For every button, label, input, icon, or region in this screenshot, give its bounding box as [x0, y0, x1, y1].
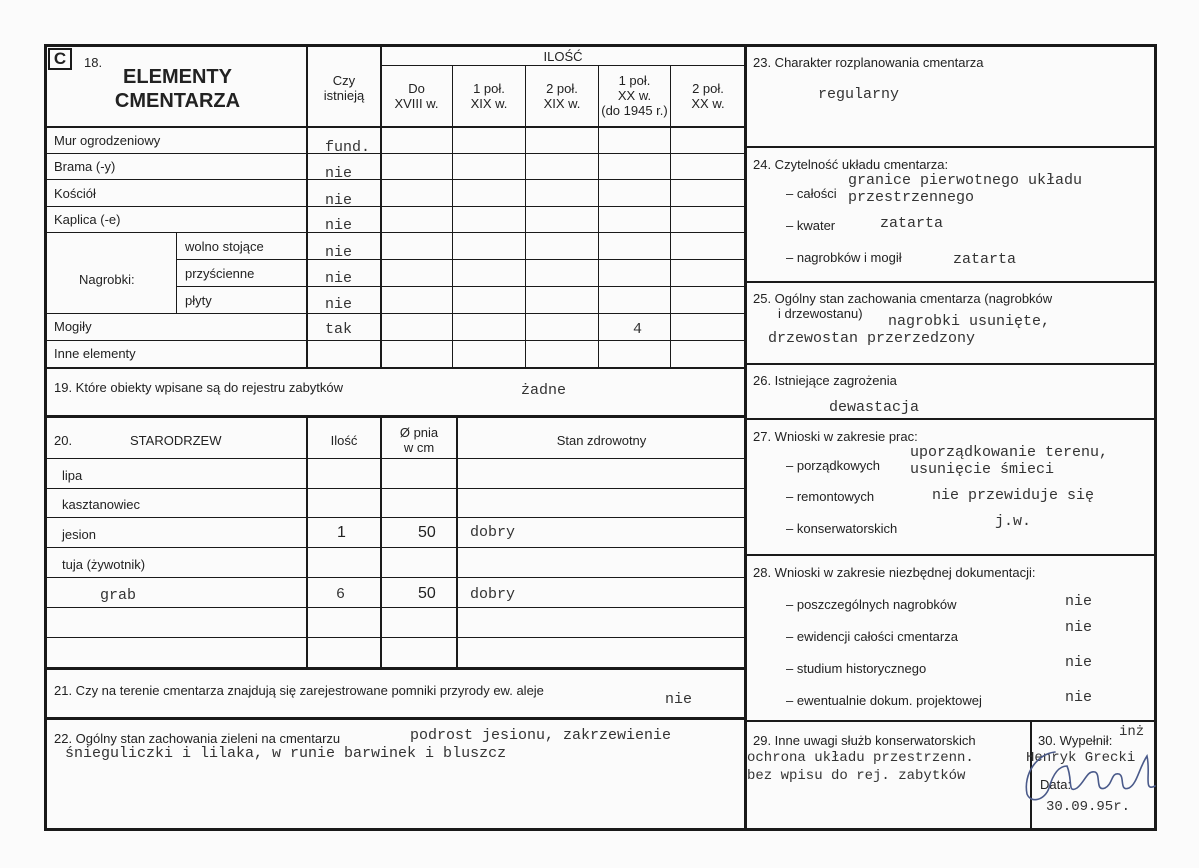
row-label: Mogiły — [54, 319, 92, 334]
tree-health: dobry — [470, 586, 516, 603]
question-label: 23. Charakter rozplanowania cmentarza — [753, 55, 984, 70]
row-label: Brama (-y) — [54, 159, 116, 174]
typed-value: żadne — [521, 382, 567, 399]
tree-name: kasztanowiec — [62, 497, 141, 512]
divider — [46, 667, 745, 670]
typed-value: drzewostan przerzedzony — [768, 330, 976, 347]
period-header: 2 poł. XX w. — [691, 81, 725, 111]
row-label: Nagrobki: — [79, 272, 135, 287]
typed-value: nagrobki usunięte, — [888, 313, 1051, 330]
typed-value: j.w. — [995, 513, 1032, 530]
row-label: Mur ogrodzeniowy — [54, 133, 161, 148]
tree-diameter: 50 — [418, 585, 436, 602]
section-title: CMENTARZA — [114, 90, 241, 112]
period-header: 1 poł. XX w. (do 1945 r.) — [601, 73, 668, 118]
row-label: płyty — [185, 293, 212, 308]
typed-value: nie — [1065, 654, 1093, 671]
column-header: Ilość — [330, 433, 358, 448]
divider — [747, 281, 1157, 283]
section-title: ELEMENTY — [123, 66, 232, 88]
question-label: 29. Inne uwagi służb konserwatorskich — [753, 733, 976, 748]
sub-label: – nagrobków i mogił — [786, 250, 902, 265]
typed-value: bez wpisu do rej. zabytków — [747, 768, 966, 784]
row-label: wolno stojące — [185, 239, 264, 254]
typed-value: zatarta — [953, 251, 1017, 268]
typed-value: usunięcie śmieci — [910, 461, 1055, 478]
column-header-exists: istnieją — [323, 88, 365, 103]
column-header-exists: Czy — [332, 73, 356, 88]
tree-name: tuja (żywotnik) — [62, 557, 146, 572]
divider — [46, 126, 745, 128]
divider — [176, 286, 745, 287]
tree-count: 6 — [336, 586, 346, 603]
filled-by-name: Henryk Grecki — [1026, 750, 1136, 766]
typed-value: śnieguliczki i lilaka, w runie barwinek i bluszcz — [65, 745, 507, 762]
question-label: 30. Wypełnił: — [1038, 733, 1113, 748]
divider — [747, 363, 1157, 365]
typed-value: ochrona układu przestrzenn. — [747, 750, 974, 766]
question-label: 26. Istniejące zagrożenia — [753, 373, 897, 388]
tree-name: grab — [100, 587, 137, 604]
typed-value: nie — [325, 217, 353, 234]
tree-count: 1 — [337, 524, 346, 541]
question-label: 27. Wnioski w zakresie prac: — [753, 429, 918, 444]
divider — [176, 232, 177, 313]
date-label: Data: — [1040, 777, 1072, 792]
sub-label: – ewentualnie dokum. projektowej — [786, 693, 982, 708]
divider — [46, 517, 745, 518]
tree-name: jesion — [62, 527, 96, 542]
divider — [46, 637, 745, 638]
divider — [747, 720, 1157, 722]
sub-label: – remontowych — [786, 489, 875, 504]
section-number: 20. — [54, 433, 73, 448]
divider — [46, 367, 745, 369]
divider — [46, 179, 745, 180]
typed-value: nie — [325, 296, 353, 313]
row-label: przyścienne — [185, 266, 255, 281]
typed-value: inż — [1119, 724, 1145, 740]
divider — [46, 153, 745, 154]
divider — [747, 146, 1157, 148]
typed-value: uporządkowanie terenu, — [910, 444, 1109, 461]
typed-value: regularny — [818, 86, 900, 103]
divider — [176, 259, 745, 260]
divider — [456, 418, 458, 668]
section-letter: C — [48, 48, 72, 70]
divider — [46, 232, 745, 233]
divider — [381, 65, 745, 66]
divider — [380, 418, 382, 668]
column-header: Stan zdrowotny — [556, 433, 647, 448]
typed-value: fund. — [325, 139, 371, 156]
question-label: 28. Wnioski w zakresie niezbędnej dokumentacji: — [753, 565, 1036, 580]
typed-value: nie — [325, 165, 353, 182]
sub-label: – studium historycznego — [786, 661, 927, 676]
row-label: Inne elementy — [54, 346, 136, 361]
question-label: 19. Które obiekty wpisane są do rejestru zabytków — [54, 380, 344, 395]
divider — [46, 488, 745, 489]
period-header: 1 poł. XIX w. — [470, 81, 508, 111]
tree-name: lipa — [62, 468, 83, 483]
typed-value: nie — [1065, 619, 1093, 636]
question-label: 21. Czy na terenie cmentarza znajdują się zarejestrowane pomniki przyrody ew. aleje — [54, 683, 544, 698]
typed-value: przestrzennego — [848, 189, 975, 206]
tree-diameter: 50 — [418, 524, 436, 541]
sub-label: – ewidencji całości cmentarza — [786, 629, 958, 644]
divider — [747, 418, 1157, 420]
typed-value: nie — [325, 270, 353, 287]
typed-value: nie — [1065, 689, 1093, 706]
question-label: 25. Ogólny stan zachowania cmentarza (nagrobków — [753, 291, 1053, 306]
section-title: STARODRZEW — [130, 433, 222, 448]
typed-value: nie — [1065, 593, 1093, 610]
question-label: 24. Czytelność układu cmentarza: — [753, 157, 949, 172]
section-number: 18. — [84, 55, 103, 70]
divider — [46, 607, 745, 608]
divider — [46, 313, 745, 314]
typed-value: nie przewiduje się — [932, 487, 1095, 504]
typed-value: zatarta — [880, 215, 944, 232]
column-header-quantity: ILOŚĆ — [543, 49, 583, 64]
row-label: Kościół — [54, 186, 96, 201]
divider — [46, 415, 745, 418]
sub-label: – konserwatorskich — [786, 521, 898, 536]
signature — [1015, 744, 1165, 812]
column-header: Ø pnia w cm — [399, 425, 439, 455]
question-label: i drzewostanu) — [778, 306, 863, 321]
divider — [46, 577, 745, 578]
date-value: 30.09.95r. — [1046, 799, 1131, 815]
period-header: 2 poł. XIX w. — [543, 81, 581, 111]
sub-label: – poszczególnych nagrobków — [786, 597, 957, 612]
divider — [46, 206, 745, 207]
sub-label: – porządkowych — [786, 458, 880, 473]
divider — [747, 554, 1157, 556]
typed-value: nie — [325, 244, 353, 261]
sub-label: – kwater — [786, 218, 836, 233]
divider — [46, 717, 745, 720]
question-label: 22. Ogólny stan zachowania zieleni na cmentarzu — [54, 731, 341, 746]
tree-health: dobry — [470, 524, 516, 541]
typed-value: nie — [325, 192, 353, 209]
typed-value: 4 — [633, 321, 643, 338]
typed-value: dewastacja — [829, 399, 920, 416]
typed-value: tak — [325, 321, 353, 338]
divider — [46, 547, 745, 548]
period-header: Do XVIII w. — [394, 81, 439, 111]
row-label: Kaplica (-e) — [54, 212, 121, 227]
typed-value: nie — [665, 691, 693, 708]
sub-label: – całości — [786, 186, 837, 201]
typed-value: granice pierwotnego układu — [848, 172, 1083, 189]
divider — [46, 458, 745, 459]
divider — [306, 418, 308, 668]
typed-value: podrost jesionu, zakrzewienie — [410, 727, 672, 744]
divider — [46, 340, 745, 341]
